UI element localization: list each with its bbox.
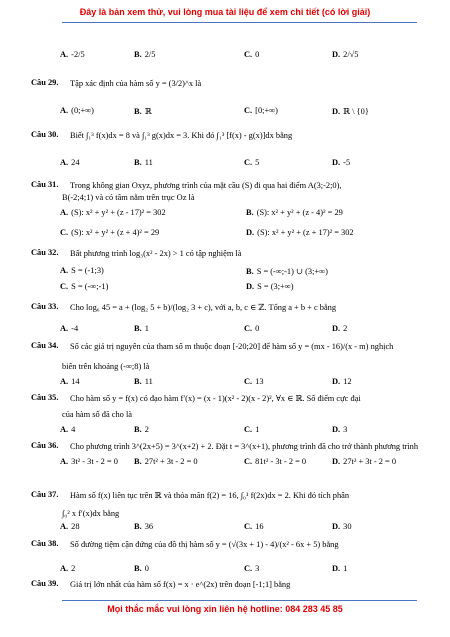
q28-option-b: B. 2/5	[134, 50, 156, 59]
question-text-continued: của hàm số đã cho là	[62, 410, 132, 419]
answer-option-c: C. 16	[244, 522, 264, 531]
answer-option-c: C. 13	[244, 377, 264, 386]
answer-option-a: A. 3t² - 3t - 2 = 0	[60, 457, 118, 466]
question-text: Biết ∫₁³ f(x)dx = 8 và ∫₁³ g(x)dx = 3. Khi đó ∫₁³ [f(x) - g(x)]dx bằng	[70, 131, 293, 140]
answer-option-c: C. [0;+∞)	[244, 106, 278, 115]
q28-option-a: A. -2/5	[60, 50, 85, 59]
answer-option-a: A. (S): x² + y² + (z - 17)² = 302	[60, 208, 166, 217]
answer-option-c: C. (S): x² + y² + (z + 4)² = 29	[60, 228, 160, 237]
answer-option-b: B. 1	[134, 324, 149, 333]
question-number: Câu 32.	[31, 248, 59, 257]
answer-option-d: D. S = (3;+∞)	[246, 282, 294, 291]
answer-option-a: A. S = (-1;3)	[60, 266, 104, 275]
answer-option-a: A. 28	[60, 522, 80, 531]
question-text-continued: ∫₀² x f′(x)dx bằng	[62, 509, 120, 518]
answer-option-c: C. S = (-∞;-1)	[60, 282, 109, 291]
answer-option-a: A. 14	[60, 377, 80, 386]
answer-option-a: A. -4	[60, 324, 79, 333]
q28-option-c: C. 0	[244, 50, 260, 59]
answer-option-c: C. 5	[244, 158, 260, 167]
answer-option-c: C. 3	[244, 564, 260, 573]
question-text: Cho log₆ 45 = a + (log₂ 5 + b)/(log₂ 3 + c), với a, b, c ∈ ℤ. Tổng a + b + c bằng	[70, 303, 337, 312]
question-text-continued: biến trên khoảng (-∞;8) là	[62, 362, 150, 371]
question-text: Số đường tiệm cận đứng của đồ thị hàm số y = (√(3x + 1) - 4)/(x² - 6x + 5) bằng	[70, 540, 339, 549]
answer-option-b: B. 2	[134, 425, 149, 434]
question-number: Câu 34.	[31, 341, 59, 350]
answer-option-b: B. 27t² + 3t - 2 = 0	[134, 457, 198, 466]
answer-option-d: D. ℝ \ {0}	[332, 107, 369, 116]
answer-option-b: B. 0	[134, 564, 149, 573]
answer-option-a: A. 2	[60, 564, 76, 573]
preview-notice: Đây là bản xem thử, vui lòng mua tài liệu để xem chi tiết (có lời giải)	[79, 7, 371, 17]
hotline-footer: Mọi thắc mắc vui lòng xin liên hệ hotline: 084 283 45 85	[107, 604, 343, 614]
question-text: Số các giá trị nguyên của tham số m thuộc đoạn [-20;20] để hàm số y = (mx - 16)/(x - m) nghịch	[70, 342, 394, 351]
question-number: Câu 39.	[31, 579, 59, 588]
answer-option-a: A. (0;+∞)	[60, 106, 94, 115]
answer-option-d: D. 27t² + 3t - 2 = 0	[332, 457, 397, 466]
answer-option-d: D. 30	[332, 522, 352, 531]
answer-option-c: C. 1	[244, 425, 260, 434]
answer-option-a: A. 24	[60, 158, 80, 167]
question-text: Hàm số f(x) liên tục trên ℝ và thỏa mãn f(2) = 16, ∫₀¹ f(2x)dx = 2. Khi đó tích phân	[70, 491, 350, 500]
question-number: Câu 29.	[31, 78, 59, 87]
answer-option-d: D. (S): x² + y² + (z + 17)² = 302	[246, 228, 354, 237]
question-number: Câu 31.	[31, 180, 59, 189]
header-divider	[62, 22, 417, 23]
answer-option-d: D. -5	[332, 158, 351, 167]
answer-option-a: A. 4	[60, 425, 76, 434]
answer-option-d: D. 3	[332, 425, 348, 434]
answer-option-d: D. 1	[332, 564, 348, 573]
question-number: Câu 37.	[31, 490, 59, 499]
question-text: Trong không gian Oxyz, phương trình của mặt cầu (S) đi qua hai điểm A(3;-2;0),	[70, 181, 342, 190]
question-text: Tập xác định của hàm số y = (3/2)^x là	[70, 79, 202, 88]
answer-option-b: B. (S): x² + y² + (z - 4)² = 29	[246, 208, 343, 217]
question-number: Câu 36.	[31, 441, 59, 450]
answer-option-d: D. 12	[332, 377, 352, 386]
question-number: Câu 30.	[31, 130, 59, 139]
answer-option-b: B. 11	[134, 158, 153, 167]
answer-option-c: C. 81t² - 3t - 2 = 0	[244, 457, 307, 466]
answer-option-b: B. S = (-∞;-1) ∪ (3;+∞)	[246, 267, 328, 276]
answer-option-b: B. 11	[134, 377, 153, 386]
q28-option-d: D. 2/√5	[332, 50, 359, 59]
question-number: Câu 35.	[31, 393, 59, 402]
question-number: Câu 38.	[31, 539, 59, 548]
answer-option-c: C. 0	[244, 324, 260, 333]
question-text: Cho hàm số y = f(x) có đạo hàm f′(x) = (x - 1)(x² - 2)(x - 2)², ∀x ∈ ℝ. Số điểm cực đại	[70, 394, 361, 403]
question-text: Cho phương trình 3^(2x+5) = 3^(x+2) + 2. Đặt t = 3^(x+1), phương trình đã cho trở thành phương trình	[70, 442, 419, 451]
footer-divider	[62, 600, 417, 601]
answer-option-b: B. ℝ	[134, 107, 152, 116]
question-text-continued: B(-2;4;1) và có tâm nằm trên trục Oz là	[62, 193, 195, 202]
answer-option-b: B. 36	[134, 522, 154, 531]
question-text: Bất phương trình log₃(x² - 2x) > 1 có tập nghiệm là	[70, 249, 242, 258]
question-text: Giá trị lớn nhất của hàm số f(x) = x · e^(2x) trên đoạn [-1;1] bằng	[70, 580, 291, 589]
question-number: Câu 33.	[31, 302, 59, 311]
answer-option-d: D. 2	[332, 324, 348, 333]
